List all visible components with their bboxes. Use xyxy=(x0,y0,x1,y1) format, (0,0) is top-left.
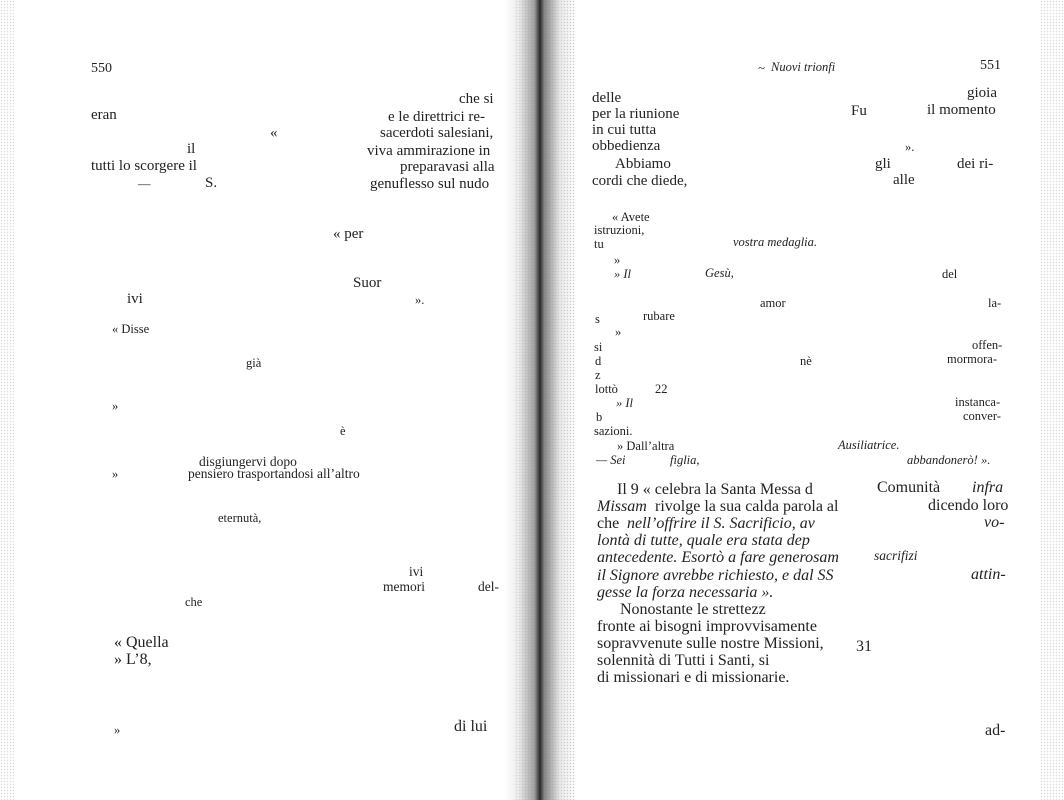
left-page-text-line: S. xyxy=(205,175,218,191)
left-page-text-line: — xyxy=(138,177,151,191)
right-page-text-line: istruzioni, xyxy=(594,223,645,237)
right-page-text-line: — Sei xyxy=(596,453,626,467)
right-page-text-line: gli xyxy=(875,156,891,172)
right-page-text-line: mormora- xyxy=(947,352,997,366)
right-page-text-line: che xyxy=(597,515,620,532)
left-page-text-line: preparavasi alla xyxy=(400,159,495,175)
right-page-text-line: tu xyxy=(594,237,604,251)
right-page-text-line: sacrifizi xyxy=(874,548,918,563)
left-page-text-line: è xyxy=(340,424,346,438)
right-page-text-line: infra xyxy=(972,479,1004,496)
scan-noise-right xyxy=(1040,0,1064,800)
right-page-text-line: vostra medaglia. xyxy=(733,235,818,249)
right-page-text-line: ». xyxy=(905,140,915,154)
right-page-text-line: figlia, xyxy=(670,453,700,467)
right-page-text-line: delle xyxy=(592,90,622,106)
left-page-text-line: « per xyxy=(333,226,364,242)
right-page-text-line: il momento xyxy=(927,102,996,118)
running-head-dash: ~ xyxy=(758,61,765,75)
left-page-text-line: genuflesso sul nudo xyxy=(370,176,490,192)
right-page-text-line: » xyxy=(615,325,622,339)
right-page-text-line: lontà di tutte, quale era stata dep xyxy=(597,532,810,549)
right-page-text-line: nell’offrire il S. Sacrificio, av xyxy=(627,515,815,532)
right-page-text-line: vo- xyxy=(984,514,1005,531)
right-page-text-line: abbandonerò! ». xyxy=(907,453,991,467)
book-gutter xyxy=(505,0,575,800)
right-page-text-line: dei ri- xyxy=(957,156,994,172)
right-page-text-line: « Avete xyxy=(612,210,650,224)
scan-noise-left xyxy=(0,0,14,800)
right-page-text-line: Abbiamo xyxy=(615,156,671,172)
right-page-text-line: Missam xyxy=(597,498,647,515)
right-page-text-line: b xyxy=(596,410,603,424)
left-page-number: 550 xyxy=(91,61,112,76)
right-page-text-line: sazioni. xyxy=(594,424,633,438)
right-page-text-line: si xyxy=(594,340,603,354)
left-page-text-line: » xyxy=(112,467,119,481)
right-page-text-line: instanca- xyxy=(955,395,1001,409)
right-page-text-line: dicendo loro xyxy=(928,497,1009,514)
right-page-text-line: rubare xyxy=(643,309,675,323)
right-page-text-line: obbedienza xyxy=(592,138,661,154)
right-page-text-line: » Il xyxy=(616,396,634,410)
left-page-text-line: ivi xyxy=(127,291,143,307)
right-page-text-line: gioia xyxy=(967,85,997,101)
left-page-text-line: ». xyxy=(415,293,425,307)
right-page-text-line: di missionari e di missionarie. xyxy=(597,669,790,686)
right-page-text-line: offen- xyxy=(972,338,1003,352)
right-page-text-line: per la riunione xyxy=(592,106,680,122)
right-page-text-line: ad- xyxy=(985,722,1006,739)
right-page-text-line: » Dall’altra xyxy=(617,439,675,453)
right-page-text-line: Gesù, xyxy=(705,266,734,280)
right-page-text-line: d xyxy=(595,354,602,368)
right-page-text-line: Ausiliatrice. xyxy=(838,438,900,452)
left-page-text-line: già xyxy=(246,356,262,370)
right-page-text-line: solennità di Tutti i Santi, si xyxy=(597,652,770,669)
left-page-text-line: eran xyxy=(91,107,117,123)
left-page-text-line: « Disse xyxy=(112,322,150,336)
left-page-text-line: sacerdoti salesiani, xyxy=(380,125,494,141)
right-page-text-line: Nonostante le strettezz xyxy=(620,601,766,618)
right-page-text-line: gesse la forza necessaria ». xyxy=(597,584,774,601)
left-page-text-line: che si xyxy=(459,91,494,107)
right-page-text-line: Il 9 « celebra la Santa Messa d xyxy=(617,481,813,498)
left-page-text-line: Suor xyxy=(353,275,382,291)
right-page-text-line: Fu xyxy=(851,103,867,119)
right-page-text-line: rivolge la sua calda parola al xyxy=(655,498,839,515)
left-page-text-line: « Quella xyxy=(114,634,169,651)
left-page-text-line: tutti lo scorgere il xyxy=(91,158,197,174)
left-page-text-line: eternutà, xyxy=(218,511,262,525)
right-page-number: 551 xyxy=(980,58,1001,73)
left-page-text-line: » L’8, xyxy=(114,651,152,668)
right-page-text-line: il Signore avrebbe richiesto, e dal SS xyxy=(597,567,834,584)
running-head: Nuovi trionfi xyxy=(771,60,836,74)
right-page-text-line: la- xyxy=(988,296,1002,310)
left-page-text-line: » xyxy=(112,399,119,413)
left-page-text-line: » xyxy=(114,723,121,737)
left-page-text-line: che xyxy=(185,595,203,609)
left-page-text-line: « xyxy=(270,125,278,141)
left-page-text-line: disgiungervi dopo xyxy=(199,454,297,469)
right-page-text-line: amor xyxy=(760,296,786,310)
right-page-text-line: in cui tutta xyxy=(592,122,657,138)
right-page-text-line: s xyxy=(595,312,600,326)
right-page-text-line: z xyxy=(595,368,601,382)
right-page-text-line: lottò xyxy=(595,382,618,396)
right-page-text-line: 22 xyxy=(655,382,668,396)
right-page-text-line: del xyxy=(942,267,958,281)
left-page-text-line: di lui xyxy=(454,718,488,735)
right-page-text-line: nè xyxy=(800,354,812,368)
right-page-text-line: » Il xyxy=(614,267,632,281)
right-page-text-line: Comunità xyxy=(877,479,941,496)
right-page-text-line: conver- xyxy=(963,409,1001,423)
right-page-text-line: attin- xyxy=(971,566,1006,583)
right-page-text-line: cordi che diede, xyxy=(592,173,688,189)
left-page-text-line: memori xyxy=(383,579,425,594)
right-page-text-line: fronte ai bisogni improvvisamente xyxy=(597,618,817,635)
left-page-text-line: il xyxy=(187,141,196,157)
right-page-text-line: alle xyxy=(893,172,915,188)
right-page-text-line: » xyxy=(614,253,621,267)
left-page-text-line: del- xyxy=(478,579,499,594)
right-page-text-line: antecedente. Esortò a fare generosam xyxy=(597,549,839,566)
left-page-text-line: e le direttrici re- xyxy=(388,109,486,125)
right-page-text-line: sopravvenute sulle nostre Missioni, xyxy=(597,635,824,652)
left-page-text-line: ivi xyxy=(409,564,424,579)
left-page-text-line: pensiero trasportandosi all’altro xyxy=(188,466,360,481)
right-page-text-line: 31 xyxy=(856,638,872,655)
left-page-text-line: viva ammirazione in xyxy=(367,143,491,159)
